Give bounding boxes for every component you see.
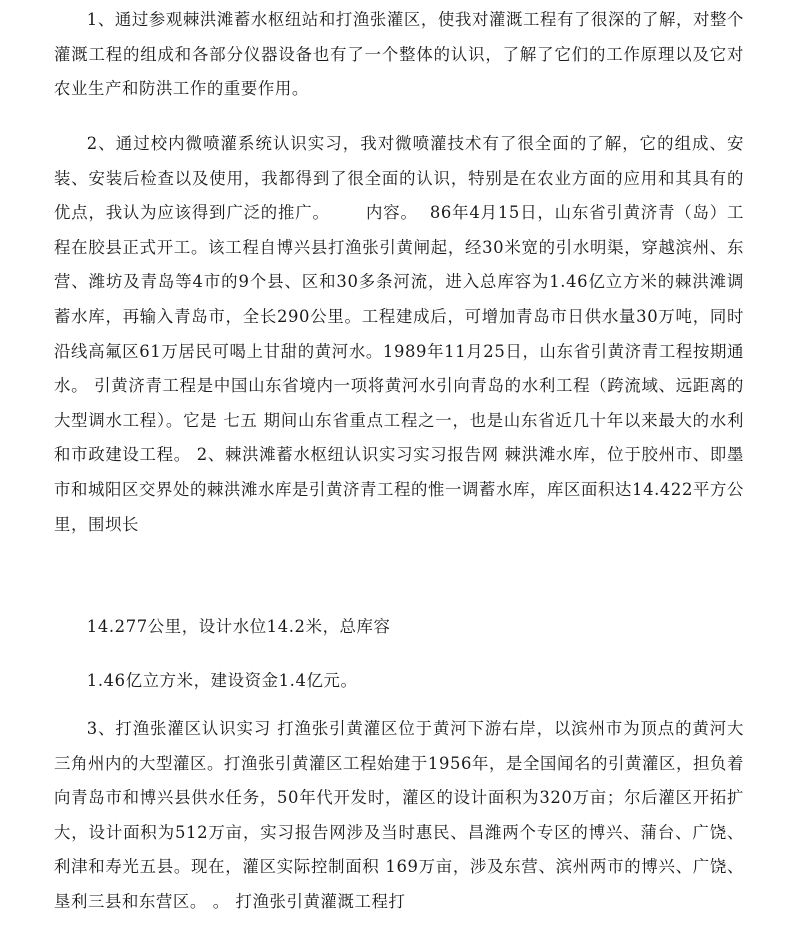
paragraph-capacity-and-funding: 1.46亿立方米，建设资金1.4亿元。 (86, 671, 358, 690)
paragraph-visit-summary: 1、通过参观棘洪滩蓄水枢纽站和打渔张灌区，使我对灌溉工程有了很深的了解，对整个灌溉工程的组成和各部分仪器设备也有了一个整体的认识，了解了它们的工作原理以及它对农业生产和防洪工作的重要作用。 (54, 10, 744, 99)
paragraph-micro-sprinkler-and-project-overview: 2、通过校内微喷灌系统认识实习，我对微喷灌技术有了很全面的了解，它的组成、安装、安装后检查以及使用，我都得到了很全面的认识，特别是在农业方面的应用和其具有的优点，我认为应该得到广泛的推广。 内容。 86年4月15日，山东省引黄济青（岛）工程在胶县正式开工。该工程自博兴县打渔张引黄闸起，经30米宽的引水明渠，穿越滨州、东营、潍坊及青岛等4市的9个县、区和30多条河流，进入总库容为1.46亿立方米的棘洪滩调蓄水库，再输入青岛市，全长290公里。工程建成后，可增加青岛市日供水量30万吨，同时沿线高氟区61万居民可喝上甘甜的黄河水。1989年11月25日，山东省引黄济青工程按期通水。 引黄济青工程是中国山东省境内一项将黄河水引向青岛的水利工程（跨流域、远距离的大型调水工程）。它是 七五 期间山东省重点工程之一，也是山东省近几十年以来最大的水利和市政建设工程。 2、棘洪滩蓄水枢纽认识实习实习报告网 棘洪滩水库，位于胶州市、即墨市和城阳区交界处的棘洪滩水库是引黄济青工程的惟一调蓄水库，库区面积达14.422平方公里，围坝长 (54, 134, 744, 534)
paragraph-irrigation-district: 3、打渔张灌区认识实习 打渔张引黄灌区位于黄河下游右岸，以滨州市为顶点的黄河大三角州内的大型灌区。打渔张引黄灌区工程始建于1956年，是全国闻名的引黄灌区，担负着向青岛市和博兴县供水任务，50年代开发时，灌区的设计面积为320万亩；尔后灌区开拓扩大，设计面积为512万亩，实习报告网涉及当时惠民、昌潍两个专区的博兴、蒲台、广饶、利津和寿光五县。现在，灌区实际控制面积 169万亩，涉及东营、滨州两市的博兴、广饶、垦利三县和东营区。 。 打渔张引黄灌溉工程打 (54, 719, 744, 911)
paragraph-dam-length: 14.277公里，设计水位14.2米，总库容 (86, 617, 391, 636)
